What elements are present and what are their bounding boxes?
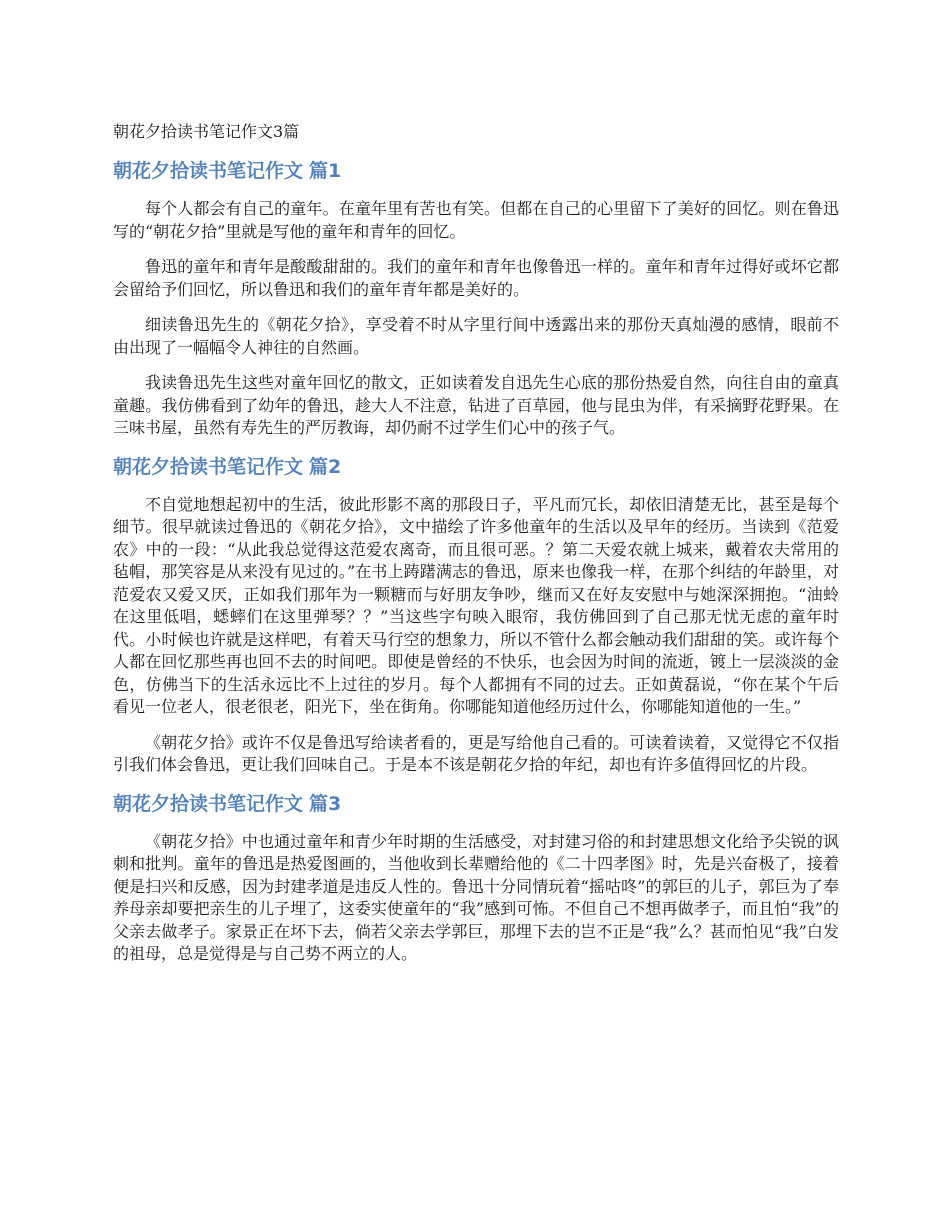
section-1	[113, 158, 839, 440]
section-heading	[113, 158, 839, 184]
section-heading-text: 朝花夕拾读书笔记作文	[113, 792, 304, 815]
paragraph: 不自觉地想起初中的生活，彼此形影不离的那段日子，平凡而冗长，却依旧清楚无比，甚至是每个细节。很早就读过鲁迅的《朝花夕拾》，文中描绘了许多他童年的生活以及早年的经历。当读到《范爱农》中的一段：“从此我总觉得这范爱农离奇，而且很可恶。？第二天爱农就上城来，戴着农夫常用的毡帽，那笑容是从来没有见过的。”在书上踌躇满志的鲁迅，原来也像我一样，在那个纠结的年龄里，对范爱农又爱又厌，正如我们那年为一颗糖而与好朋友争吵，继而又在好友安慰中与她深深拥抱。“油蛉在这里低唱，蟋蟀们在这里弹琴？？”当这些字句映入眼帘，我仿佛回到了自己那无忧无虑的童年时代。小时候也许就是这样吧，有着天马行空的想象力，所以不管什么都会触动我们甜甜的笑。或许每个人都在回忆那些再也回不去的时间吧。即使是曾经的不快乐，也会因为时间的流逝，镀上一层淡淡的金色，仿佛当下的生活永远比不上过往的岁月。每个人都拥有不同的过去。正如黄磊说，“你在某个午后看见一位老人，很老很老，阳光下，坐在街角。你哪能知道他经历过什么，你哪能知道他的一生。”	[113, 494, 839, 716]
paragraph: 细读鲁迅先生的《朝花夕拾》，享受着不时从字里行间中透露出来的那份天真灿漫的感情，眼前不由出现了一幅幅令人神往的自然画。	[113, 315, 839, 357]
document-title: 朝花夕拾读书笔记作文3篇	[113, 122, 300, 141]
section-heading-text: 朝花夕拾读书笔记作文	[113, 160, 304, 182]
paragraph: 每个人都会有自己的童年。在童年里有苦也有笑。但都在自己的心里留下了美好的回忆。则在鲁迅写的“朝花夕拾”里就是写他的童年和青年的回忆。	[113, 199, 839, 241]
section-heading	[113, 791, 839, 817]
section-2	[113, 454, 839, 777]
section-heading	[113, 454, 839, 480]
paragraph: 我读鲁迅先生这些对童年回忆的散文，正如读着发自迅先生心底的那份热爱自然，向往自由的童真童趣。我仿佛看到了幼年的鲁迅，趁大人不注意，钻进了百草园，他与昆虫为伴，有采摘野花野果。在三味书屋，虽然有寿先生的严厉教诲，却仍耐不过学生们心中的孩子气。	[113, 373, 839, 437]
section-number: 篇1	[309, 160, 342, 182]
section-number: 篇2	[309, 455, 342, 478]
paragraph: 《朝花夕拾》中也通过童年和青少年时期的生活感受，对封建习俗的和封建思想文化给予尖锐的讽刺和批判。童年的鲁迅是热爱图画的，当他收到长辈赠给他的《二十四孝图》时，先是兴奋极了，接着便是扫兴和反感，因为封建孝道是违反人性的。鲁迅十分同情玩着“摇咕咚”的郭巨的儿子，郭巨为了奉养母亲却要把亲生的儿子埋了，这委实使童年的“我”感到可怖。不但自己不想再做孝子，而且怕“我”的父亲去做孝子。家景正在坏下去，倘若父亲去学郭巨，那埋下去的岂不正是“我”么？甚而怕见“我”白发的祖母，总是觉得是与自己势不两立的人。	[113, 831, 839, 963]
paragraph: 《朝花夕拾》或许不仅是鲁迅写给读者看的，更是写给他自己看的。可读着读着，又觉得它不仅指引我们体会鲁迅，更让我们回味自己。于是本不该是朝花夕拾的年纪，却也有许多值得回忆的片段。	[113, 732, 839, 774]
section-3	[113, 791, 839, 966]
section-number: 篇3	[309, 792, 342, 815]
document-page	[113, 120, 839, 979]
section-heading-text: 朝花夕拾读书笔记作文	[113, 455, 304, 478]
paragraph: 鲁迅的童年和青年是酸酸甜甜的。我们的童年和青年也像鲁迅一样的。童年和青年过得好或坏它都会留给予们回忆，所以鲁迅和我们的童年青年都是美好的。	[113, 257, 839, 299]
